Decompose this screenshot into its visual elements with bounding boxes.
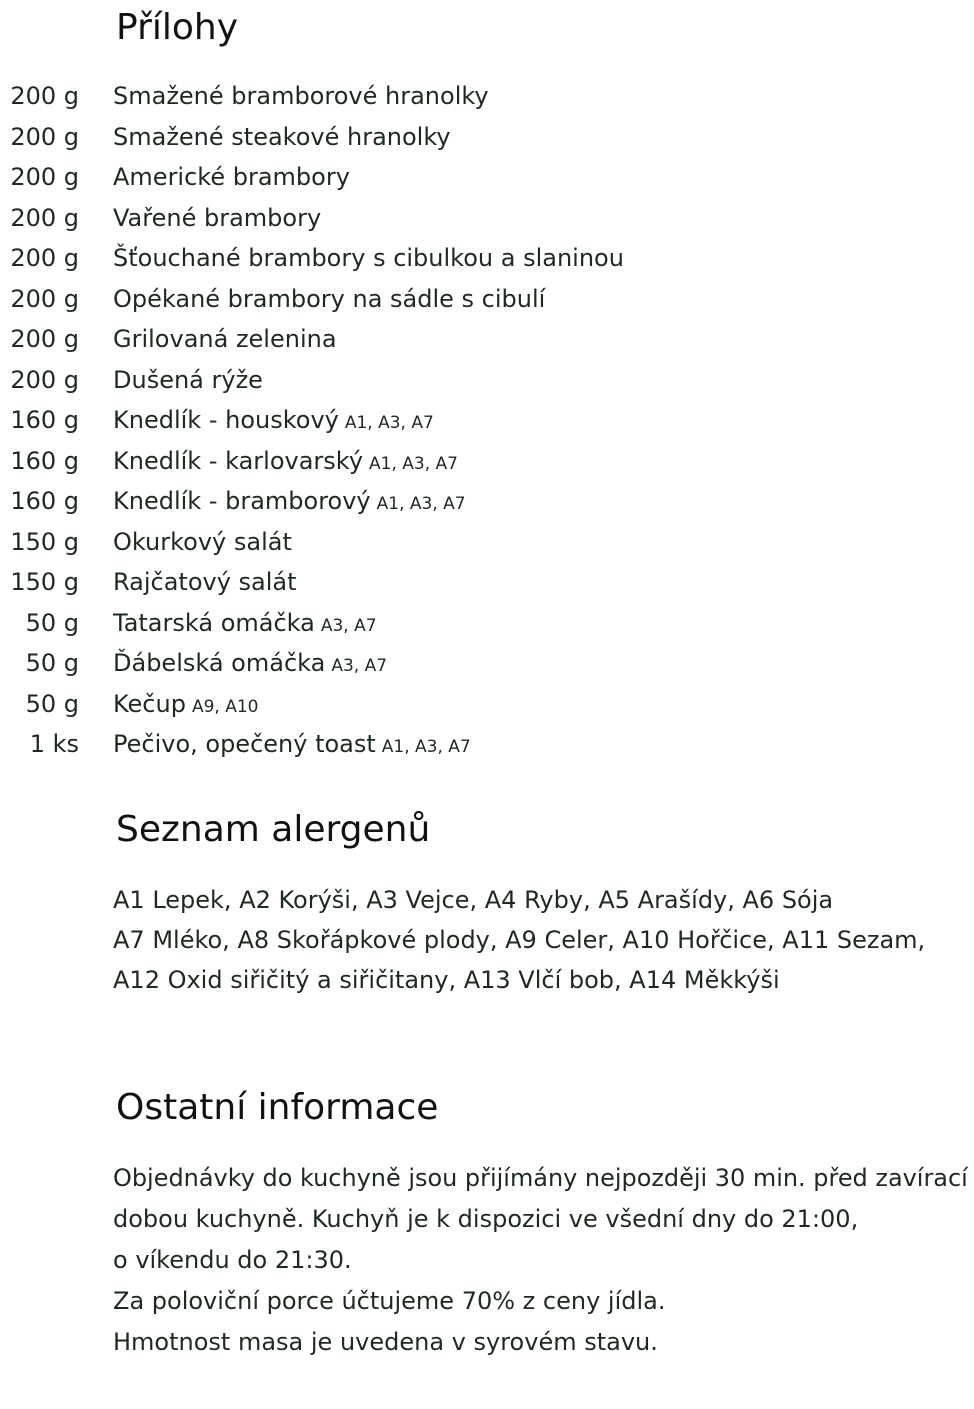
list-item	[0, 279, 974, 320]
item-quantity: 200 g	[10, 365, 79, 394]
list-item	[0, 603, 974, 644]
item-name: Rajčatový salát	[113, 568, 297, 596]
info-line: Za poloviční porce účtujeme 70% z ceny jídla.	[113, 1287, 666, 1315]
list-item	[0, 643, 974, 684]
item-name: Okurkový salát	[113, 527, 292, 556]
item-name: Knedlík - bramborový A1, A3, A7	[113, 487, 466, 515]
allergens-line: A7 Mléko, A8 Skořápkové plody, A9 Celer, A10 Hořčice, A11 Sezam,	[113, 926, 926, 954]
item-allergens: A9, A10	[191, 696, 259, 717]
list-item	[0, 724, 974, 765]
list-item	[0, 198, 974, 239]
item-name: Kečup A9, A10	[113, 689, 259, 718]
item-name: Vařené brambory	[113, 203, 322, 232]
list-item	[0, 562, 974, 603]
list-item	[0, 117, 974, 158]
item-quantity: 160 g	[10, 487, 79, 515]
item-quantity: 200 g	[10, 325, 79, 353]
item-allergens: A1, A3, A7	[369, 453, 458, 474]
info-line: Hmotnost masa je uvedena v syrovém stavu.	[113, 1328, 658, 1356]
sides-heading: Přílohy	[116, 7, 239, 48]
item-name: Tatarská omáčka A3, A7	[113, 608, 377, 637]
list-item	[0, 319, 974, 360]
item-quantity: 50 g	[25, 689, 79, 718]
allergens-list	[113, 880, 925, 1000]
info-text	[113, 1158, 968, 1363]
item-quantity: 160 g	[10, 446, 79, 475]
list-item	[0, 76, 974, 117]
item-allergens: A3, A7	[331, 656, 388, 676]
item-allergens: A3, A7	[320, 615, 377, 636]
item-quantity: 1 ks	[29, 730, 79, 758]
item-quantity: 200 g	[10, 163, 79, 191]
list-item	[0, 481, 974, 522]
item-allergens: A1, A3, A7	[376, 494, 466, 514]
item-name: Knedlík - karlovarský A1, A3, A7	[113, 446, 458, 475]
info-line: o víkendu do 21:30.	[113, 1246, 352, 1274]
list-item	[0, 684, 974, 725]
sides-list	[0, 76, 974, 765]
item-quantity: 200 g	[10, 284, 79, 313]
item-name: Smažené steakové hranolky	[113, 122, 451, 151]
item-name: Smažené bramborové hranolky	[113, 82, 489, 110]
allergens-heading: Seznam alergenů	[116, 809, 431, 850]
item-quantity: 200 g	[10, 122, 79, 151]
info-line: Objednávky do kuchyně jsou přijímány nejpozději 30 min. před zavírací	[113, 1164, 968, 1192]
info-line: dobou kuchyně. Kuchyň je k dispozici ve všední dny do 21:00,	[113, 1205, 859, 1233]
allergens-line: A12 Oxid siřičitý a siřičitany, A13 Vlčí bob, A14 Měkkýši	[113, 966, 780, 994]
info-heading: Ostatní informace	[116, 1087, 439, 1128]
item-quantity: 150 g	[10, 568, 79, 596]
item-name: Knedlík - houskový A1, A3, A7	[113, 406, 434, 434]
list-item	[0, 441, 974, 482]
list-item	[0, 360, 974, 401]
item-name: Ďábelská omáčka A3, A7	[113, 649, 388, 677]
item-name: Pečivo, opečený toast A1, A3, A7	[113, 730, 471, 758]
list-item	[0, 400, 974, 441]
list-item	[0, 238, 974, 279]
item-allergens: A1, A3, A7	[344, 413, 434, 433]
item-name: Americké brambory	[113, 163, 350, 191]
item-name: Dušená rýže	[113, 365, 263, 394]
item-name: Šťouchané brambory s cibulkou a slaninou	[113, 244, 624, 272]
item-quantity: 200 g	[10, 203, 79, 232]
item-quantity: 50 g	[25, 608, 79, 637]
item-quantity: 150 g	[10, 527, 79, 556]
item-quantity: 50 g	[25, 649, 79, 677]
list-item	[0, 522, 974, 563]
allergens-line: A1 Lepek, A2 Korýši, A3 Vejce, A4 Ryby, A5 Arašídy, A6 Sója	[113, 886, 834, 914]
list-item	[0, 157, 974, 198]
item-name: Opékané brambory na sádle s cibulí	[113, 284, 546, 313]
item-name: Grilovaná zelenina	[113, 325, 337, 353]
item-quantity: 160 g	[10, 406, 79, 434]
item-allergens: A1, A3, A7	[381, 737, 471, 757]
item-quantity: 200 g	[10, 244, 79, 272]
item-quantity: 200 g	[10, 82, 79, 110]
